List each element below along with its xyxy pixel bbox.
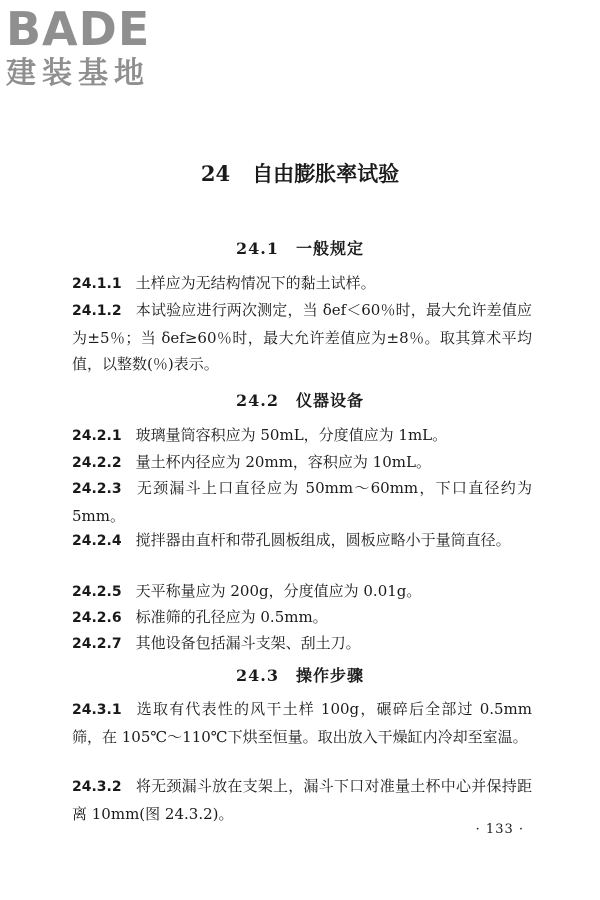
clause-number: 24.2.5 [72,584,122,600]
clause-number: 24.2.3 [72,481,122,497]
clause-number: 24.2.2 [72,455,122,471]
clause-text: 其他设备包括漏斗支架、刮土刀。 [135,634,361,652]
clause [72,449,532,477]
clause [72,422,532,450]
clause [72,475,532,529]
page-number: · 133 · [475,822,524,837]
chapter-title [0,158,600,188]
clause-number: 24.2.6 [72,610,122,626]
chapter-number: 24 [200,161,231,186]
clause-text: 搅拌器由直杆和带孔圆板组成，圆板应略小于量筒直径。 [135,531,511,549]
clause [72,773,532,827]
clause-text: 选取有代表性的风干土样 100g，碾碎后全部过 0.5mm 筛，在 105℃～110℃下烘至恒量。取出放入干燥缸内冷却至室温。 [72,700,532,746]
clause [72,630,532,658]
clause-text: 将无颈漏斗放在支架上，漏斗下口对准量土杯中心并保持距离 10mm(图 24.3.2)。 [72,777,532,823]
clause-number: 24.3.1 [72,702,122,718]
clause-text: 无颈漏斗上口直径应为 50mm～60mm，下口直径约为 5mm。 [72,479,532,525]
clause [72,270,532,298]
clause-text: 标准筛的孔径应为 0.5mm。 [135,608,328,626]
section-heading: 24.1 一般规定 [236,239,364,258]
logo [6,4,176,92]
logo-wordmark: BADE [6,2,151,56]
clause-text: 本试验应进行两次测定，当 δef＜60％时，最大允许差值应为±5％；当 δef≥60％时，最大允许差值应为±8％。取其算术平均值，以整数(％)表示。 [72,301,532,373]
clause-text: 土样应为无结构情况下的黏土试样。 [135,274,376,292]
section-heading: 24.2 仪器设备 [236,391,364,410]
section-heading: 24.3 操作步骤 [236,666,364,685]
chapter-name: 自由膨胀率试验 [252,161,400,186]
clause-text: 玻璃量筒容积应为 50mL，分度值应为 1mL。 [135,426,448,444]
clause-number: 24.2.7 [72,636,122,652]
clause [72,578,532,606]
clause-number: 24.1.2 [72,303,122,319]
clause-number: 24.3.2 [72,779,122,795]
clause [72,696,532,750]
clause-text: 天平称量应为 200g，分度值应为 0.01g。 [135,582,422,600]
clause-number: 24.2.1 [72,428,122,444]
logo-subtitle: 建装基地 [6,56,150,91]
clause-number: 24.1.1 [72,276,122,292]
clause-text: 量土杯内径应为 20mm，容积应为 10mL。 [135,453,431,471]
clause-number: 24.2.4 [72,533,122,549]
clause [72,604,532,632]
clause [72,527,532,555]
clause [72,297,532,378]
